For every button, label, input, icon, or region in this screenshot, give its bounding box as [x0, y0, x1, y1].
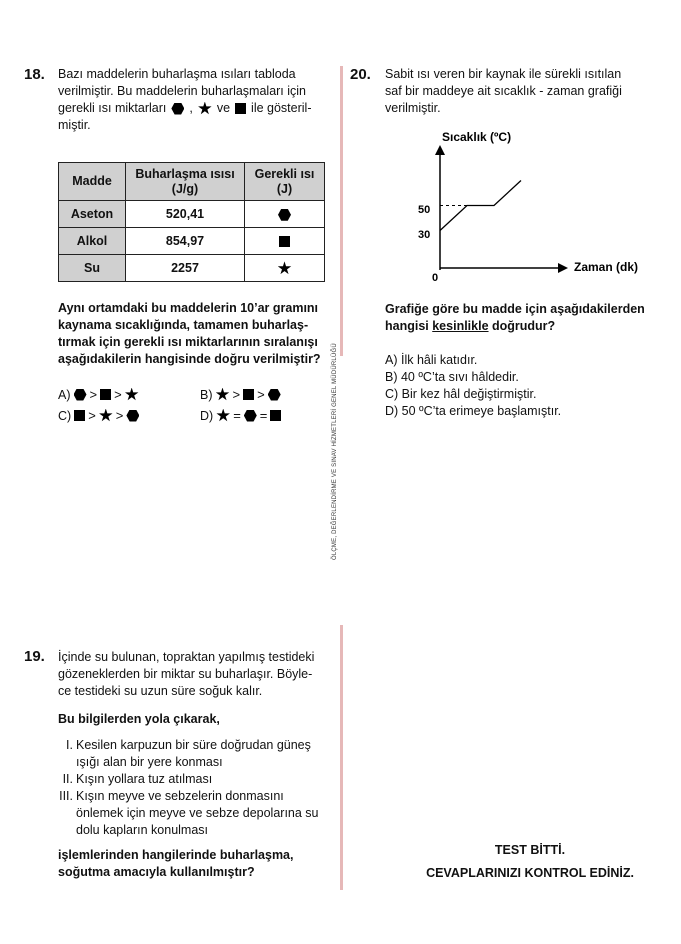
cell-symbol	[245, 255, 325, 282]
chart-ytick-label: 30	[418, 229, 431, 241]
header-madde: Madde	[59, 163, 126, 201]
q18-intro-line-3: gerekli ısı miktarları , ve ile gösteril-	[58, 101, 312, 115]
q18-prompt-line-3: tırmak için gerekli ısı miktarlarının sıralanışı	[58, 335, 318, 349]
star-icon	[216, 388, 230, 402]
test-end-notice	[385, 839, 675, 885]
option-label: C)	[58, 408, 72, 423]
temperature-time-chart	[380, 125, 660, 285]
test-end-line-2: CEVAPLARINIZI KONTROL EDİNİZ.	[426, 866, 634, 880]
column-divider-top	[340, 66, 343, 356]
header-buharlasma-unit: (J/g)	[171, 181, 199, 196]
header-gerekli-isi	[245, 163, 325, 201]
q18-option-a[interactable]	[58, 387, 139, 402]
chart-x-axis-label: Zaman (dk)	[574, 260, 639, 274]
option-label: D)	[200, 408, 214, 423]
header-buharlasma-text: Buharlaşma ısısı	[135, 166, 235, 181]
operator: >	[257, 387, 265, 402]
cell-isi: 854,97	[126, 228, 245, 255]
statement-line: Kışın yollara tuz atılması	[76, 772, 213, 786]
q19-intro-line-3: ce testideki su uzun süre soğuk kalır.	[58, 684, 263, 698]
square-icon	[270, 410, 281, 421]
q18-option-b[interactable]	[200, 387, 281, 402]
chart-ytick-label: 50	[418, 204, 431, 216]
statement-line: önlemek için meyve ve sebze depolarına su	[76, 806, 319, 820]
statement-line: Kesilen karpuzun bir süre doğrudan güneş	[76, 738, 311, 752]
option-label: B)	[200, 387, 213, 402]
q20-prompt-text-b: doğrudur?	[488, 319, 556, 333]
operator: >	[88, 408, 96, 423]
operator: >	[232, 387, 241, 402]
statement-line: ışığı alan bir yere konması	[76, 755, 223, 769]
q20-option-c[interactable]: C) Bir kez hâl değiştirmiştir.	[385, 387, 537, 401]
chart-y-axis-label: Sıcaklık (ºC)	[442, 130, 512, 144]
hexagon-icon	[268, 389, 281, 401]
operator: =	[233, 408, 241, 423]
q20-prompt-emphasis: kesinlikle	[432, 319, 489, 333]
x-axis-arrow-icon	[558, 263, 568, 273]
q19-statement-1	[58, 737, 338, 771]
statement-number: II.	[62, 772, 73, 786]
q19-statement-2	[58, 771, 338, 788]
q20-options	[385, 352, 675, 420]
column-divider-bottom	[340, 625, 343, 890]
question-19-prompt	[58, 847, 338, 881]
question-19-intro	[58, 649, 338, 700]
hexagon-icon	[244, 410, 257, 422]
q20-option-b[interactable]: B) 40 ºC’ta sıvı hâldedir.	[385, 370, 519, 384]
q18-prompt-line-2: kaynama sıcaklığında, tamamen buharlaş-	[58, 318, 309, 332]
question-19-number: 19.	[24, 648, 45, 665]
q20-option-a[interactable]: A) İlk hâli katıdır.	[385, 353, 478, 367]
q20-prompt-text-a: hangisi	[385, 319, 433, 333]
operator: >	[115, 408, 124, 423]
q19-intro-line-2: gözeneklerden bir miktar su buharlaşır. Böyle-	[58, 667, 313, 681]
table-row	[59, 255, 325, 282]
question-18-intro	[58, 66, 334, 134]
test-end-line-1: TEST BİTTİ.	[494, 843, 566, 857]
cell-isi: 520,41	[126, 201, 245, 228]
cell-symbol	[245, 228, 325, 255]
q18-intro-line-1: Bazı maddelerin buharlaşma ısıları tabloda	[58, 67, 296, 81]
header-gerekli-text: Gerekli ısı	[254, 166, 315, 181]
operator: >	[89, 387, 98, 402]
q20-option-d[interactable]: D) 50 ºC’ta erimeye başlamıştır.	[385, 404, 562, 418]
cell-madde: Aseton	[59, 201, 126, 228]
star-icon	[99, 409, 113, 423]
q18-option-d[interactable]	[200, 408, 281, 423]
question-19-lead: Bu bilgilerden yola çıkarak,	[58, 712, 220, 726]
square-icon	[100, 389, 111, 400]
header-gerekli-unit: (J)	[276, 181, 293, 196]
q18-intro-line-4: miştir.	[58, 118, 91, 132]
statement-number: I.	[66, 738, 73, 752]
option-label: A)	[58, 387, 71, 402]
operator: >	[114, 387, 122, 402]
table-header-row	[59, 163, 325, 201]
q18-option-c[interactable]	[58, 408, 139, 423]
star-icon	[198, 102, 212, 116]
q20-intro-line-3: verilmiştir.	[385, 101, 441, 115]
q19-statement-3	[58, 788, 338, 839]
hexagon-icon	[278, 209, 291, 221]
table-row	[59, 228, 325, 255]
q20-prompt-line-2	[385, 318, 675, 335]
question-18-prompt	[58, 300, 338, 368]
square-icon	[243, 389, 254, 400]
header-buharlasma-isisi	[126, 163, 245, 201]
q18-intro-text-b: ile gösteril-	[251, 101, 312, 115]
y-axis-arrow-icon	[435, 145, 445, 155]
question-20-intro	[385, 66, 665, 117]
q19-statement-list	[58, 737, 338, 839]
question-20-prompt	[385, 301, 675, 335]
q19-intro-line-1: İçinde su bulunan, topraktan yapılmış testideki	[58, 650, 315, 664]
q20-intro-line-1: Sabit ısı veren bir kaynak ile sürekli ısıtılan	[385, 67, 622, 81]
hexagon-icon	[126, 410, 139, 422]
chart-origin-label: 0	[432, 272, 439, 284]
square-icon	[74, 410, 85, 421]
cell-isi: 2257	[126, 255, 245, 282]
q20-prompt-line-1: Grafiğe göre bu madde için aşağıdakilerden	[385, 302, 645, 316]
square-icon	[279, 236, 290, 247]
cell-symbol	[245, 201, 325, 228]
question-18-number: 18.	[24, 66, 45, 83]
evaporation-heat-table	[58, 162, 325, 282]
hexagon-icon	[74, 389, 87, 401]
star-icon	[216, 409, 230, 423]
statement-line: Kışın meyve ve sebzelerin donmasını	[76, 789, 284, 803]
cell-madde: Su	[59, 255, 126, 282]
star-icon	[278, 261, 292, 275]
cell-madde: Alkol	[59, 228, 126, 255]
hexagon-icon	[171, 103, 184, 115]
statement-line: dolu kapların konulması	[76, 823, 209, 837]
question-20-number: 20.	[350, 66, 371, 83]
q18-intro-line-2: verilmiştir. Bu maddelerin buharlaşmaları için	[58, 84, 307, 98]
table-row	[59, 201, 325, 228]
q18-intro-text-a: gerekli ısı miktarları	[58, 101, 167, 115]
sidebar-vertical-text: ÖLÇME, DEĞERLENDİRME VE SINAV HİZMETLERİ GENEL MÜDÜRLÜĞÜ	[332, 343, 338, 560]
operator: =	[259, 408, 268, 423]
q18-prompt-line-4: aşağıdakilerin hangisinde doğru verilmiştir?	[58, 352, 321, 366]
q18-prompt-line-1: Aynı ortamdaki bu maddelerin 10’ar gramını	[58, 301, 319, 315]
q20-intro-line-2: saf bir maddeye ait sıcaklık - zaman grafiği	[385, 84, 622, 98]
square-icon	[235, 103, 246, 114]
q19-prompt-line-2: soğutma amacıyla kullanılmıştır?	[58, 865, 255, 879]
star-icon	[125, 388, 139, 402]
q18-intro-text-ve: ve	[216, 101, 231, 115]
q19-prompt-line-1: işlemlerinden hangilerinde buharlaşma,	[58, 848, 294, 862]
statement-number: III.	[59, 789, 73, 803]
